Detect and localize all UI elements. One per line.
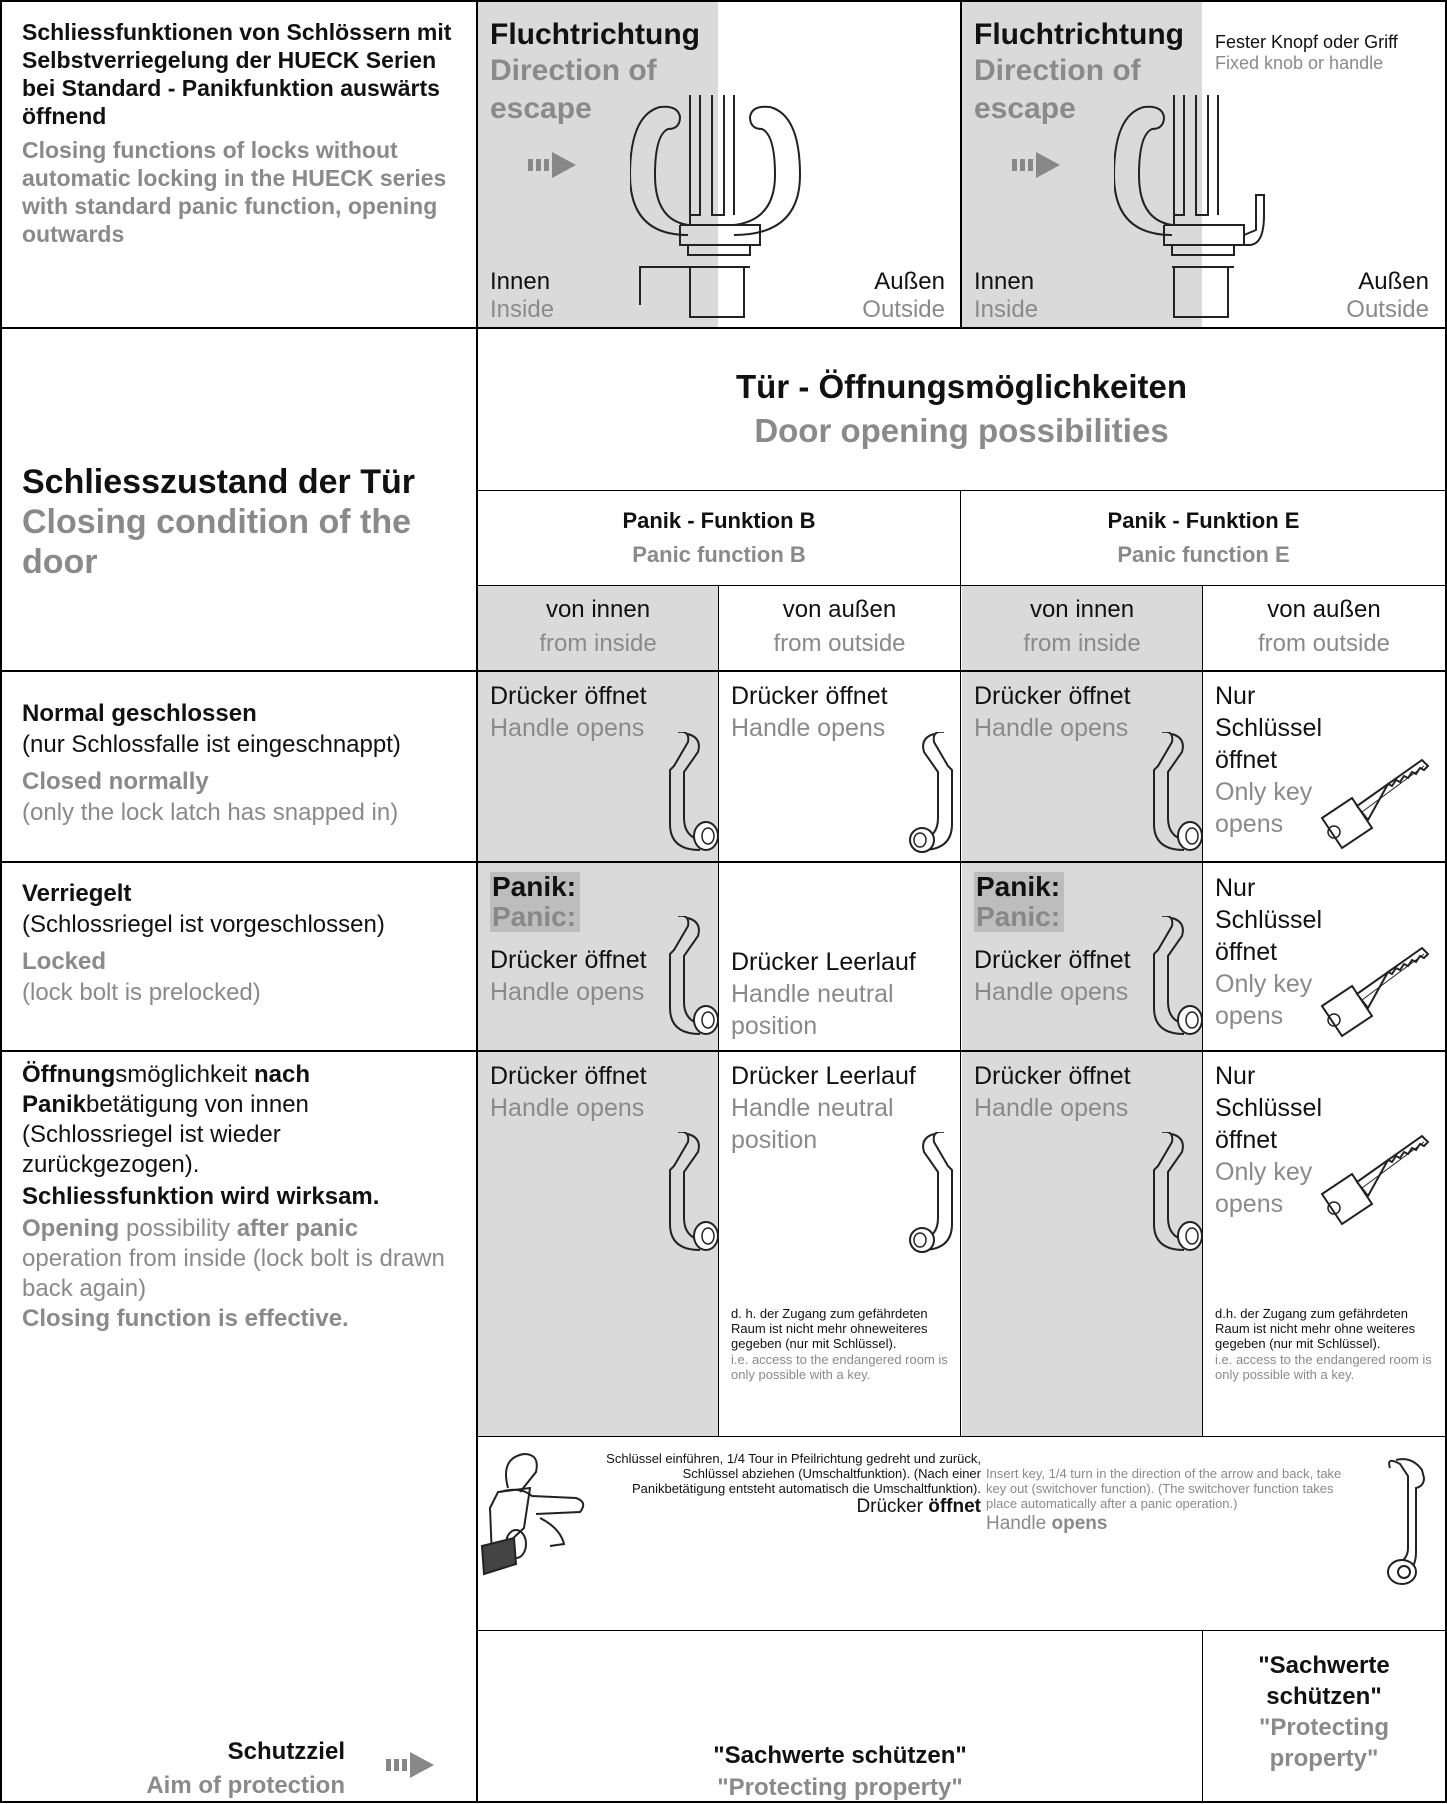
panic-b-en: Panic function B [632,542,806,567]
aim-of-protection-label: Schutzziel Aim of protection [146,1738,345,1799]
r2-e-inside: Panik: Panic: Drücker öffnet Handle opens [974,871,1131,1006]
opening-possibilities-en: Door opening possibilities [754,412,1169,449]
r2-b-inside: Panik: Panic: Drücker öffnet Handle opens [490,871,647,1006]
door-section-fixed-knob-diagram [1114,95,1294,325]
diagram2-outside-en: Outside [1346,296,1429,323]
col-e-from-outside: von außen from outside [1257,596,1391,657]
key-icon [1312,936,1434,1044]
switch-text-de: Schlüssel einführen, 1/4 Tour in Pfeilrichtung gedreht und zurück, Schlüssel abziehen (Umschaltfunktion). (Nach einer Panikbetätigung entsteht automatisch die Umschaltfunktion). Drücker öffnet [606,1451,981,1517]
diagram2-inside-en: Inside [974,296,1039,323]
r1-e-inside: Drücker öffnet Handle opens [974,682,1131,742]
diagram1-inside-de: Innen [490,268,551,295]
r3-b-inside: Drücker öffnet Handle opens [490,1062,647,1122]
escape-arrow-icon [1012,150,1064,180]
switch-text-en: Insert key, 1/4 turn in the direction of the arrow and back, take key out (switchover function). (The switchover function takes place automatically after a panic operation.) Handle opens [986,1466,1342,1534]
diagram1-outside-en: Outside [862,296,945,323]
row-after-panic-label: Öffnungsmöglichkeit nach Panikbetätigung von innen (Schlossriegel ist wieder zurückgezogen). Schliessfunktion wird wirksam. Opening possibility after panic operation from inside (lock bolt is drawn back again) Closing function is effective. [22,1061,445,1332]
handle-icon [902,1132,964,1256]
r1-e-outside: Nur Schlüssel öffnet Only key opens [1215,682,1322,838]
r3-b-outside: Drücker Leerlauf Handle neutral position [731,1062,916,1154]
panic-e-en: Panic function E [1117,542,1290,567]
diagram2-inside [974,268,1038,324]
diagram2-escape-en: Direction of escape [974,54,1141,125]
header-title-en: Closing functions of locks without automatic locking in the HUECK series with standard panic function, opening outwards [22,137,447,247]
diagram2-escape-de: Fluchtrichtung [974,18,1184,51]
panic-e-de: Panik - Funktion E [1107,508,1300,533]
r1-b-outside: Drücker öffnet Handle opens [731,682,888,742]
opening-possibilities-de: Tür - Öffnungsmöglichkeiten [736,368,1187,405]
handle-icon [1144,916,1206,1040]
arrow-icon [386,1750,438,1780]
diagram2-knob-label [1215,32,1398,74]
closing-condition-en: Closing condition of the door [22,503,412,581]
r3-e-inside: Drücker öffnet Handle opens [974,1062,1131,1122]
diagram1-outside [862,268,945,324]
row-normal-label: Normal geschlossen (nur Schlossfalle ist eingeschnappt) Closed normally (only the lock latch has snapped in) [22,700,401,826]
handle-icon [1144,732,1206,856]
row-locked-label: Verriegelt (Schlossriegel ist vorgeschlossen) Locked (lock bolt is prelocked) [22,880,385,1006]
key-in-lock-icon [480,1448,590,1578]
r2-e-outside: Nur Schlüssel öffnet Only key opens [1215,874,1322,1030]
col-b-from-inside: von innen from inside [539,596,657,657]
panic-function-b-heading [478,504,960,572]
diagram1-outside-de: Außen [874,268,945,295]
diagram2-knob-en: Fixed knob or handle [1215,53,1384,73]
diagram1-escape-en: Direction of escape [490,54,657,125]
diagram1-escape-de: Fluchtrichtung [490,18,700,51]
protection-main: "Sachwerte schützen" "Protecting property" [713,1742,967,1801]
r3-b-outside-note: d. h. der Zugang zum gefährdeten Raum ist nicht mehr ohneweiteres gegeben (nur mit Schlüssel). i.e. access to the endangered room is only possible with a key. [731,1306,948,1382]
diagram2-outside-de: Außen [1358,268,1429,295]
panic-function-e-heading [962,504,1445,572]
r2-b-outside: Drücker Leerlauf Handle neutral position [731,948,916,1040]
r3-e-outside: Nur Schlüssel öffnet Only key opens [1215,1062,1322,1218]
diagram2-outside [1346,268,1429,324]
diagram1-inside [490,268,554,324]
key-icon [1312,1124,1434,1232]
door-section-diagram [630,95,810,325]
closing-condition-de: Schliesszustand der Tür [22,463,415,501]
col-b-from-outside: von außen from outside [773,596,906,657]
opening-possibilities-heading [478,365,1445,453]
handle-icon [660,732,722,856]
header-title-de: Schliessfunktionen von Schlössern mit Selbstverriegelung der HUECK Serien bei Standard - Panikfunktion auswärts öffnend [22,19,452,129]
col-e-from-inside: von innen from inside [1023,596,1141,657]
closing-condition-heading [22,462,472,582]
escape-arrow-icon [528,150,580,180]
protection-side: "Sachwerte schützen" "Protecting property" [1258,1652,1390,1772]
diagram1-inside-en: Inside [490,296,555,323]
handle-icon [660,916,722,1040]
handle-icon [660,1132,722,1256]
handle-icon [1144,1132,1206,1256]
handle-icon [902,732,964,856]
key-icon [1312,748,1434,856]
header-title [22,18,474,248]
panic-b-de: Panik - Funktion B [622,508,816,533]
diagram2-inside-de: Innen [974,268,1035,295]
r3-e-outside-note: d.h. der Zugang zum gefährdeten Raum ist nicht mehr ohne weiteres gegeben (nur mit Schlüssel). i.e. access to the endangered room is only possible with a key. [1215,1306,1432,1382]
diagram2-knob-de: Fester Knopf oder Griff [1215,32,1398,52]
r1-b-inside: Drücker öffnet Handle opens [490,682,647,742]
handle-with-cylinder-icon [1382,1456,1446,1588]
